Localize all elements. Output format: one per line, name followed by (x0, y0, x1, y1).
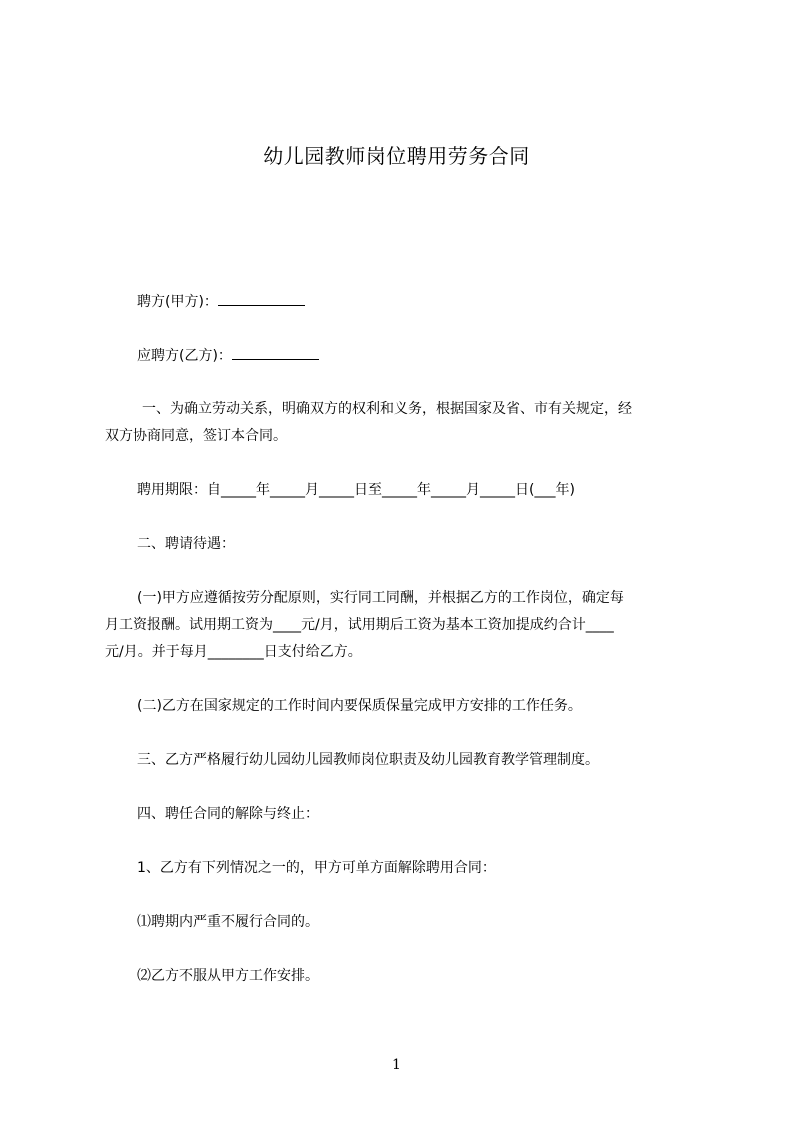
section2-heading: 二、聘请待遇： (137, 536, 235, 552)
section4-sub1: ⑴聘期内严重不履行合同的。 (137, 914, 319, 930)
clause2-1-line2: 月工资报酬。试用期工资为____元/月，试用期后工资为基本工资加提成约合计____ (105, 617, 614, 633)
term-line: 聘用期限：自_____年_____月_____日至_____年_____月_____日(___年) (137, 482, 575, 498)
section4-heading: 四、聘任合同的解除与终止： (137, 806, 319, 822)
section4-item1: 1、乙方有下列情况之一的，甲方可单方面解除聘用合同： (137, 860, 496, 876)
party-b-row (137, 345, 319, 366)
section4-sub2: ⑵乙方不服从甲方工作安排。 (137, 968, 319, 984)
page-number: 1 (392, 1057, 401, 1073)
clause2-1-line3: 元/月。并于每月________日支付给乙方。 (105, 644, 362, 660)
clause2-2: (二)乙方在国家规定的工作时间内要保质保量完成甲方安排的工作任务。 (137, 698, 582, 714)
party-a-row (137, 291, 305, 312)
section1-line1: 一、为确立劳动关系，明确双方的权利和义务，根据国家及省、市有关规定，经 (142, 401, 632, 417)
party-a-label: 聘方(甲方)： (137, 294, 218, 310)
section3: 三、乙方严格履行幼儿园幼儿园教师岗位职责及幼儿园教育教学管理制度。 (137, 752, 599, 768)
party-b-blank (232, 345, 319, 360)
page-title: 幼儿园教师岗位聘用劳务合同 (263, 144, 530, 168)
section1-line2: 双方协商同意，签订本合同。 (105, 428, 287, 444)
party-a-blank (218, 291, 305, 306)
party-b-label: 应聘方(乙方)： (137, 348, 232, 364)
clause2-1-line1: (一)甲方应遵循按劳分配原则，实行同工同酬，并根据乙方的工作岗位，确定每 (137, 590, 624, 606)
